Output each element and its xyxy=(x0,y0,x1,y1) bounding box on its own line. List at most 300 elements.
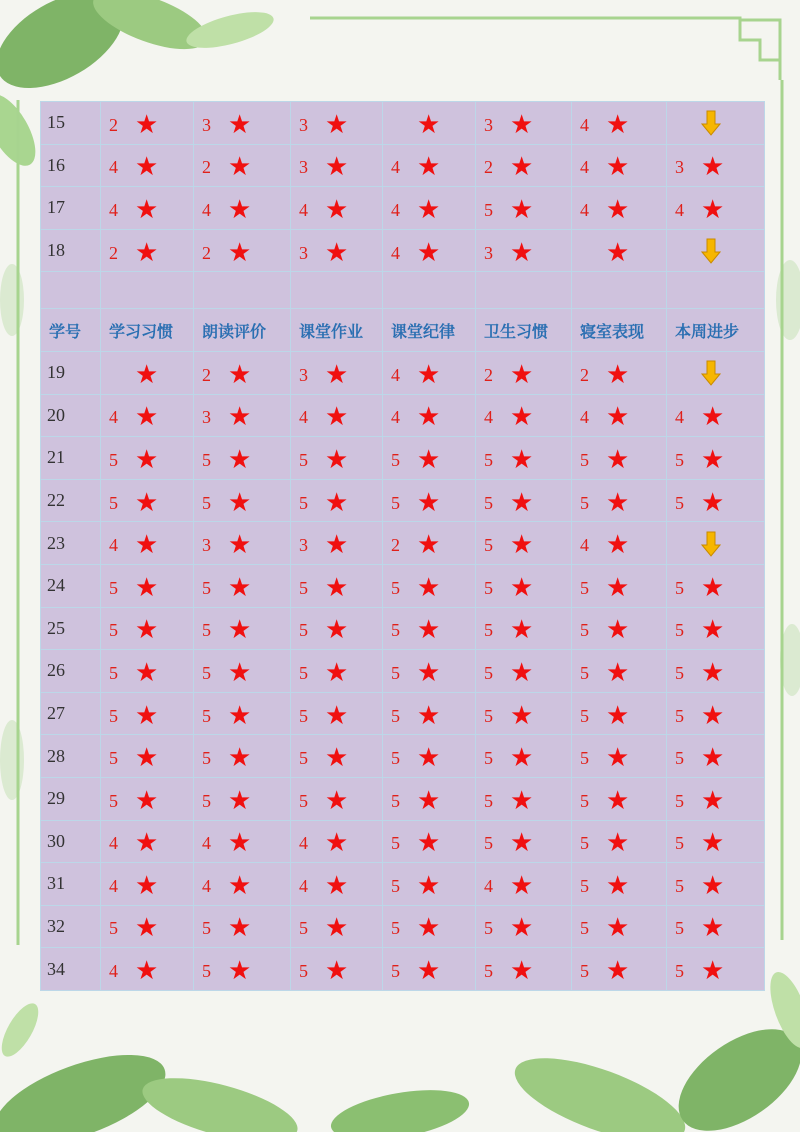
score-cell xyxy=(383,187,476,230)
student-id: 27 xyxy=(41,692,101,735)
score-value: 5 xyxy=(109,790,118,811)
star-icon: ★ xyxy=(701,152,725,182)
score-cell xyxy=(291,187,383,230)
score-cell xyxy=(383,820,476,863)
star-icon: ★ xyxy=(228,237,252,267)
score-value: 5 xyxy=(299,705,308,726)
score-cell xyxy=(101,394,194,437)
score-value: 4 xyxy=(109,961,118,982)
table-row xyxy=(41,905,765,948)
score-value: 3 xyxy=(202,407,211,428)
score-cell xyxy=(572,820,667,863)
star-icon: ★ xyxy=(228,913,252,943)
score-cell xyxy=(291,820,383,863)
score-value: 4 xyxy=(109,199,118,220)
star-icon: ★ xyxy=(228,109,252,139)
score-cell xyxy=(101,905,194,948)
star-icon: ★ xyxy=(510,785,534,815)
score-cell xyxy=(667,479,765,522)
star-icon: ★ xyxy=(701,870,725,900)
score-cell xyxy=(194,351,291,394)
star-icon: ★ xyxy=(510,444,534,474)
column-header: 寝室表现 xyxy=(572,309,667,352)
star-icon: ★ xyxy=(510,956,534,986)
score-cell xyxy=(476,948,572,991)
score-value: 5 xyxy=(202,620,211,641)
table-row xyxy=(41,144,765,187)
star-icon: ★ xyxy=(510,152,534,182)
score-value: 5 xyxy=(109,620,118,641)
star-icon: ★ xyxy=(606,359,630,389)
score-value: 2 xyxy=(484,157,493,178)
score-cell xyxy=(572,777,667,820)
score-cell xyxy=(194,777,291,820)
down-arrow-icon xyxy=(701,238,721,264)
star-icon: ★ xyxy=(325,530,349,560)
score-value: 5 xyxy=(202,705,211,726)
column-header: 卫生习惯 xyxy=(476,309,572,352)
score-cell xyxy=(572,692,667,735)
score-value: 5 xyxy=(484,918,493,939)
score-value: 5 xyxy=(580,918,589,939)
score-value: 5 xyxy=(202,662,211,683)
score-cell xyxy=(572,905,667,948)
star-icon: ★ xyxy=(701,444,725,474)
table-row xyxy=(41,437,765,480)
star-icon: ★ xyxy=(228,743,252,773)
score-cell xyxy=(194,735,291,778)
score-value: 5 xyxy=(675,449,684,470)
score-cell xyxy=(667,102,765,145)
score-cell xyxy=(101,777,194,820)
score-cell xyxy=(291,692,383,735)
score-value: 5 xyxy=(391,833,400,854)
star-icon: ★ xyxy=(701,402,725,432)
star-icon: ★ xyxy=(606,913,630,943)
score-cell xyxy=(572,479,667,522)
score-value: 5 xyxy=(484,662,493,683)
score-value: 5 xyxy=(299,492,308,513)
score-value: 5 xyxy=(484,790,493,811)
star-icon: ★ xyxy=(510,657,534,687)
score-value: 4 xyxy=(109,875,118,896)
score-cell xyxy=(291,351,383,394)
down-arrow-icon xyxy=(701,360,721,386)
star-icon: ★ xyxy=(606,785,630,815)
column-header: 课堂作业 xyxy=(291,309,383,352)
score-cell xyxy=(194,102,291,145)
score-cell xyxy=(101,144,194,187)
score-value: 5 xyxy=(109,492,118,513)
table-row xyxy=(41,863,765,906)
table-row xyxy=(41,564,765,607)
star-icon: ★ xyxy=(228,530,252,560)
star-icon: ★ xyxy=(510,402,534,432)
score-cell xyxy=(101,437,194,480)
score-value: 4 xyxy=(299,833,308,854)
star-icon: ★ xyxy=(228,700,252,730)
student-id: 32 xyxy=(41,905,101,948)
star-icon: ★ xyxy=(701,487,725,517)
student-id: 23 xyxy=(41,522,101,565)
star-icon: ★ xyxy=(606,743,630,773)
star-icon: ★ xyxy=(606,444,630,474)
score-value: 4 xyxy=(675,407,684,428)
student-id: 22 xyxy=(41,479,101,522)
star-icon: ★ xyxy=(135,572,159,602)
score-cell xyxy=(291,437,383,480)
star-icon: ★ xyxy=(701,194,725,224)
score-cell xyxy=(476,607,572,650)
score-value: 2 xyxy=(109,114,118,135)
score-cell xyxy=(194,229,291,272)
score-cell xyxy=(101,820,194,863)
score-value: 5 xyxy=(580,748,589,769)
score-value: 3 xyxy=(202,535,211,556)
score-value: 3 xyxy=(299,114,308,135)
star-icon: ★ xyxy=(701,828,725,858)
star-icon: ★ xyxy=(417,743,441,773)
star-icon: ★ xyxy=(228,572,252,602)
star-icon: ★ xyxy=(135,657,159,687)
star-icon: ★ xyxy=(325,870,349,900)
score-cell xyxy=(101,692,194,735)
score-cell xyxy=(383,650,476,693)
score-cell xyxy=(476,820,572,863)
table-row xyxy=(41,229,765,272)
star-icon: ★ xyxy=(135,828,159,858)
score-value: 5 xyxy=(299,961,308,982)
star-icon: ★ xyxy=(135,913,159,943)
table-row xyxy=(41,607,765,650)
down-arrow-icon xyxy=(701,531,721,557)
star-icon: ★ xyxy=(325,444,349,474)
score-value: 2 xyxy=(580,364,589,385)
score-cell xyxy=(383,437,476,480)
star-icon: ★ xyxy=(606,870,630,900)
star-icon: ★ xyxy=(228,487,252,517)
star-icon: ★ xyxy=(606,615,630,645)
score-cell xyxy=(194,394,291,437)
score-cell xyxy=(667,863,765,906)
star-icon: ★ xyxy=(510,913,534,943)
score-cell xyxy=(572,564,667,607)
column-header: 学习习惯 xyxy=(101,309,194,352)
score-value: 3 xyxy=(299,242,308,263)
score-value: 4 xyxy=(109,157,118,178)
spacer-row xyxy=(41,272,765,309)
score-value: 5 xyxy=(202,492,211,513)
score-cell xyxy=(572,863,667,906)
score-cell xyxy=(572,437,667,480)
star-icon: ★ xyxy=(701,956,725,986)
score-value: 5 xyxy=(484,961,493,982)
star-icon: ★ xyxy=(325,572,349,602)
score-cell xyxy=(291,564,383,607)
score-cell xyxy=(194,863,291,906)
star-icon: ★ xyxy=(417,956,441,986)
score-value: 5 xyxy=(580,790,589,811)
star-icon: ★ xyxy=(701,785,725,815)
student-id: 21 xyxy=(41,437,101,480)
score-cell xyxy=(476,650,572,693)
score-value: 5 xyxy=(675,748,684,769)
star-icon: ★ xyxy=(135,785,159,815)
score-value: 4 xyxy=(109,535,118,556)
score-cell xyxy=(383,144,476,187)
score-cell xyxy=(194,607,291,650)
score-value: 5 xyxy=(299,662,308,683)
score-value: 5 xyxy=(391,620,400,641)
score-value: 5 xyxy=(484,833,493,854)
score-value: 5 xyxy=(391,662,400,683)
star-icon: ★ xyxy=(325,152,349,182)
score-cell xyxy=(101,564,194,607)
table-row xyxy=(41,692,765,735)
score-value: 4 xyxy=(299,875,308,896)
score-cell xyxy=(572,351,667,394)
column-header: 朗读评价 xyxy=(194,309,291,352)
score-cell xyxy=(383,102,476,145)
star-icon: ★ xyxy=(417,785,441,815)
star-icon: ★ xyxy=(417,572,441,602)
star-icon: ★ xyxy=(606,572,630,602)
star-icon: ★ xyxy=(135,359,159,389)
star-icon: ★ xyxy=(325,237,349,267)
star-icon: ★ xyxy=(510,572,534,602)
star-icon: ★ xyxy=(135,109,159,139)
score-value: 5 xyxy=(675,875,684,896)
score-value: 5 xyxy=(580,577,589,598)
score-cell xyxy=(383,735,476,778)
score-value: 5 xyxy=(391,705,400,726)
down-arrow-icon xyxy=(701,110,721,136)
column-header: 课堂纪律 xyxy=(383,309,476,352)
star-icon: ★ xyxy=(417,152,441,182)
score-value: 4 xyxy=(202,833,211,854)
table-row xyxy=(41,777,765,820)
star-icon: ★ xyxy=(417,700,441,730)
table-row xyxy=(41,735,765,778)
score-cell xyxy=(194,144,291,187)
star-icon: ★ xyxy=(701,657,725,687)
star-icon: ★ xyxy=(135,487,159,517)
star-icon: ★ xyxy=(417,870,441,900)
score-cell xyxy=(476,437,572,480)
score-value: 4 xyxy=(391,157,400,178)
score-value: 3 xyxy=(299,535,308,556)
score-value: 4 xyxy=(484,407,493,428)
star-icon: ★ xyxy=(606,109,630,139)
star-icon: ★ xyxy=(325,828,349,858)
star-icon: ★ xyxy=(510,109,534,139)
score-value: 5 xyxy=(202,961,211,982)
score-cell xyxy=(667,905,765,948)
score-value: 5 xyxy=(391,961,400,982)
score-cell xyxy=(667,777,765,820)
header-row xyxy=(41,309,765,352)
star-icon: ★ xyxy=(417,237,441,267)
student-id: 16 xyxy=(41,144,101,187)
score-cell xyxy=(291,144,383,187)
score-value: 5 xyxy=(675,662,684,683)
score-cell xyxy=(383,905,476,948)
score-value: 5 xyxy=(580,833,589,854)
score-value: 5 xyxy=(299,790,308,811)
student-id: 34 xyxy=(41,948,101,991)
score-cell xyxy=(291,948,383,991)
column-header: 本周进步 xyxy=(667,309,765,352)
score-cell xyxy=(572,187,667,230)
score-value: 5 xyxy=(391,918,400,939)
score-cell xyxy=(383,394,476,437)
score-cell xyxy=(476,863,572,906)
score-cell xyxy=(476,144,572,187)
score-value: 5 xyxy=(484,535,493,556)
student-id: 29 xyxy=(41,777,101,820)
score-value: 4 xyxy=(484,875,493,896)
score-value: 5 xyxy=(675,790,684,811)
star-icon: ★ xyxy=(417,615,441,645)
star-icon: ★ xyxy=(325,913,349,943)
score-value: 5 xyxy=(109,918,118,939)
score-value: 5 xyxy=(299,918,308,939)
score-cell xyxy=(667,351,765,394)
score-cell xyxy=(476,102,572,145)
score-cell xyxy=(194,437,291,480)
score-value: 4 xyxy=(391,407,400,428)
student-id: 30 xyxy=(41,820,101,863)
star-icon: ★ xyxy=(417,657,441,687)
score-cell xyxy=(101,187,194,230)
score-cell xyxy=(476,522,572,565)
score-cell xyxy=(667,229,765,272)
star-icon: ★ xyxy=(325,743,349,773)
star-icon: ★ xyxy=(228,194,252,224)
score-cell xyxy=(101,522,194,565)
star-icon: ★ xyxy=(701,615,725,645)
star-icon: ★ xyxy=(325,109,349,139)
table-row xyxy=(41,948,765,991)
star-icon: ★ xyxy=(510,700,534,730)
score-value: 5 xyxy=(580,449,589,470)
star-icon: ★ xyxy=(135,402,159,432)
score-cell xyxy=(667,650,765,693)
star-icon: ★ xyxy=(325,785,349,815)
score-cell xyxy=(291,102,383,145)
score-value: 5 xyxy=(202,790,211,811)
star-icon: ★ xyxy=(510,743,534,773)
student-id: 19 xyxy=(41,351,101,394)
student-id: 20 xyxy=(41,394,101,437)
score-value: 4 xyxy=(580,535,589,556)
star-icon: ★ xyxy=(325,402,349,432)
score-value: 5 xyxy=(202,748,211,769)
score-cell xyxy=(291,735,383,778)
star-icon: ★ xyxy=(325,194,349,224)
star-icon: ★ xyxy=(228,444,252,474)
score-value: 5 xyxy=(484,199,493,220)
score-cell xyxy=(476,564,572,607)
score-value: 5 xyxy=(299,748,308,769)
score-value: 5 xyxy=(202,918,211,939)
star-icon: ★ xyxy=(325,956,349,986)
score-cell xyxy=(476,394,572,437)
score-cell xyxy=(291,777,383,820)
star-icon: ★ xyxy=(510,828,534,858)
score-cell xyxy=(383,948,476,991)
score-value: 5 xyxy=(580,492,589,513)
score-cell xyxy=(101,479,194,522)
table-row xyxy=(41,351,765,394)
star-icon: ★ xyxy=(510,359,534,389)
star-icon: ★ xyxy=(325,657,349,687)
score-cell xyxy=(667,437,765,480)
table-row xyxy=(41,102,765,145)
star-icon: ★ xyxy=(228,785,252,815)
score-cell xyxy=(101,735,194,778)
score-cell xyxy=(572,948,667,991)
score-value: 5 xyxy=(675,492,684,513)
score-value: 5 xyxy=(484,492,493,513)
score-value: 4 xyxy=(109,833,118,854)
score-table xyxy=(40,101,765,991)
score-value: 3 xyxy=(484,242,493,263)
table-row xyxy=(41,522,765,565)
score-cell xyxy=(572,650,667,693)
score-value: 2 xyxy=(391,535,400,556)
score-value: 3 xyxy=(299,157,308,178)
score-value: 5 xyxy=(109,577,118,598)
score-cell xyxy=(291,229,383,272)
star-icon: ★ xyxy=(325,700,349,730)
score-cell xyxy=(291,607,383,650)
score-value: 4 xyxy=(580,114,589,135)
score-value: 5 xyxy=(484,705,493,726)
score-cell xyxy=(194,820,291,863)
star-icon: ★ xyxy=(417,444,441,474)
score-cell xyxy=(194,905,291,948)
score-cell xyxy=(101,650,194,693)
score-cell xyxy=(194,522,291,565)
star-icon: ★ xyxy=(606,402,630,432)
score-value: 5 xyxy=(675,620,684,641)
score-cell xyxy=(572,102,667,145)
score-cell xyxy=(383,863,476,906)
score-value: 5 xyxy=(675,705,684,726)
score-cell xyxy=(383,351,476,394)
score-value: 3 xyxy=(675,157,684,178)
score-cell xyxy=(291,863,383,906)
score-cell xyxy=(476,479,572,522)
score-cell xyxy=(383,479,476,522)
star-icon: ★ xyxy=(135,743,159,773)
score-cell xyxy=(291,905,383,948)
star-icon: ★ xyxy=(135,194,159,224)
score-value: 4 xyxy=(299,407,308,428)
score-cell xyxy=(291,394,383,437)
student-id: 18 xyxy=(41,229,101,272)
score-cell xyxy=(291,522,383,565)
star-icon: ★ xyxy=(606,487,630,517)
column-header: 学号 xyxy=(41,309,101,352)
student-id: 17 xyxy=(41,187,101,230)
score-cell xyxy=(572,735,667,778)
student-id: 15 xyxy=(41,102,101,145)
star-icon: ★ xyxy=(606,237,630,267)
score-value: 3 xyxy=(484,114,493,135)
score-value: 5 xyxy=(109,662,118,683)
